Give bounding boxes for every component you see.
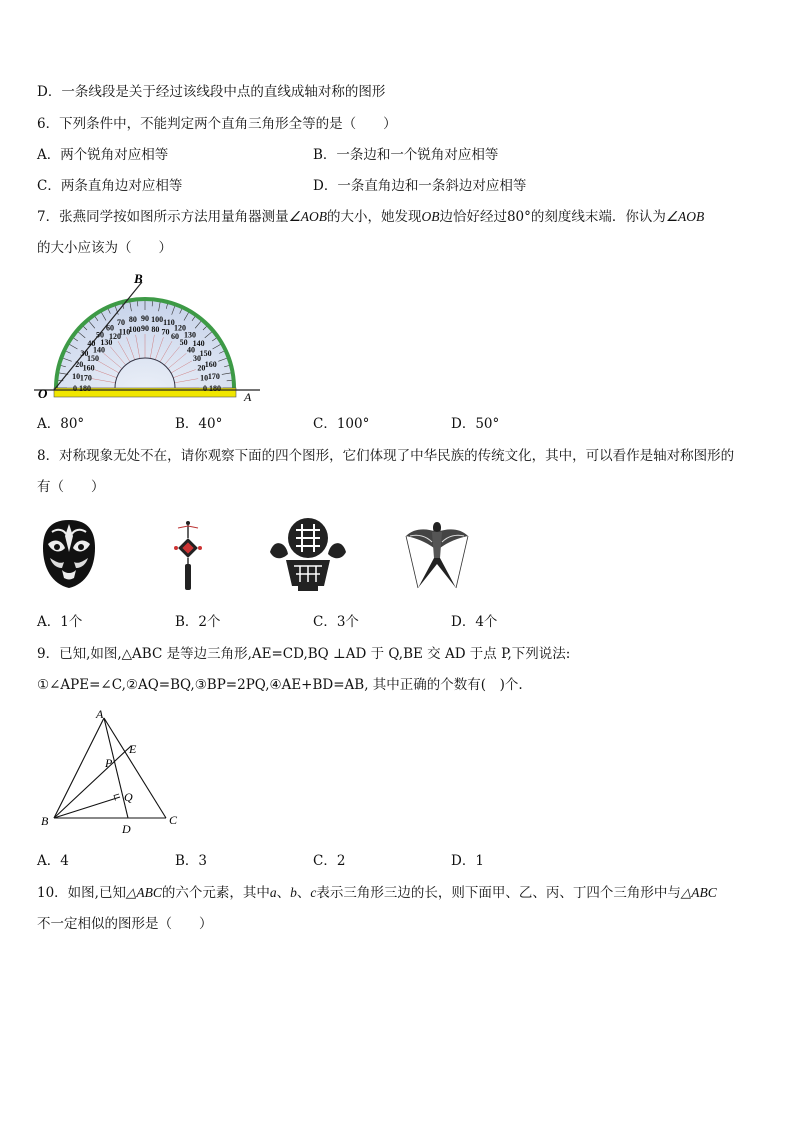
q6-stem: 6．下列条件中，不能判定两个直角三角形全等的是（ ） xyxy=(37,116,397,132)
q7-stem-c: 边恰好经过80°的刻度线末端．你认为 xyxy=(439,209,666,225)
q10-triangle-abc: △ABC xyxy=(125,885,162,900)
q10-stem-line2: 不一定相似的图形是（ ） xyxy=(37,916,213,932)
q10-var-b: b xyxy=(290,885,297,900)
protractor-outer-label: 60 xyxy=(106,323,114,333)
q10-stem-c: 表示三角形三边的长，则下面甲、乙、丙、丁四个三角形中与 xyxy=(316,885,681,901)
q9-option-a: A．4 xyxy=(37,853,69,869)
side-ac xyxy=(104,718,166,818)
side-ab xyxy=(54,718,104,818)
protractor-inner-label: 40 xyxy=(186,345,195,355)
protractor-outer-label: 120 xyxy=(174,323,186,333)
protractor-outer-label: 180 xyxy=(209,384,221,393)
q6-option-d: D．一条直角边和一条斜边对应相等 xyxy=(313,178,527,194)
q9-stem-line2: ①∠APE=∠C,②AQ=BQ,③BP=2PQ,④AE+BD=AB, 其中正确的个数有( )个. xyxy=(37,677,523,693)
protractor-inner-label: 80 xyxy=(151,324,160,334)
protractor-outer-label: 70 xyxy=(117,318,126,328)
label-o: O xyxy=(38,386,48,401)
q5-option-d: D．一条线段是关于经过该线段中点的直线成轴对称的图形 xyxy=(37,84,386,100)
q9-option-b: B．3 xyxy=(175,853,208,869)
q10-triangle-abc-2: △ABC xyxy=(680,885,717,900)
label-c: C xyxy=(169,813,178,827)
q7-angle-aob: ∠AOB xyxy=(288,209,327,224)
swallow-kite-image xyxy=(404,518,470,592)
protractor-inner-label: 90 xyxy=(141,324,149,333)
label-a: A xyxy=(96,707,104,721)
protractor-outer-label: 40 xyxy=(87,339,96,349)
q10-var-a: a xyxy=(269,885,277,900)
protractor-outer-label: 30 xyxy=(80,349,89,358)
protractor-outer-label: 90 xyxy=(141,314,149,323)
protractor-inner-label: 140 xyxy=(93,345,106,355)
q9-stem-line1: 9．已知,如图,△ABC 是等边三角形,AE=CD,BQ ⊥AD 于 Q,BE 交 AD 于点 P,下列说法: xyxy=(37,646,571,662)
protractor-outer-label: 150 xyxy=(199,349,212,358)
protractor-inner-label: 30 xyxy=(192,354,201,363)
protractor-figure xyxy=(34,270,270,406)
segment-bq xyxy=(54,797,120,818)
q8-option-d: D．4个 xyxy=(451,614,498,630)
q10-stem-line1 xyxy=(37,884,717,902)
chinese-knot-image xyxy=(170,518,206,592)
protractor-outer-label: 170 xyxy=(207,371,220,381)
protractor-inner-label: 100 xyxy=(128,324,141,334)
protractor-inner-label: 170 xyxy=(79,373,92,383)
protractor-outer-label: 10 xyxy=(72,371,81,381)
opera-mask-image xyxy=(42,518,96,590)
protractor-inner-label: 50 xyxy=(179,338,188,348)
protractor-outer-label: 130 xyxy=(183,330,196,340)
q8-stem-line2: 有（ ） xyxy=(37,479,105,495)
protractor-inner-label: 20 xyxy=(197,363,206,373)
protractor-outer-label: 0 xyxy=(73,384,77,393)
q9-option-d: D．1 xyxy=(451,853,484,869)
protractor-inner-label: 70 xyxy=(161,327,170,337)
q7-option-c: C．100° xyxy=(313,416,370,432)
paper-cut-image xyxy=(268,516,348,592)
label-q: Q xyxy=(124,790,133,804)
q10-sep-2: 、 xyxy=(296,885,311,901)
q7-stem-d: 的大小应该为（ ） xyxy=(37,240,172,256)
q8-option-a: A．1个 xyxy=(37,614,83,630)
q8-stem-line1: 8．对称现象无处不在，请你观察下面的四个图形，它们体现了中华民族的传统文化，其中，可以看作是轴对称图形的 xyxy=(37,448,735,464)
protractor-outer-label: 100 xyxy=(151,315,164,325)
q7-option-d: D．50° xyxy=(451,416,500,432)
protractor-inner-label: 120 xyxy=(109,332,121,342)
q10-stem-b: 的六个元素，其中 xyxy=(161,885,270,901)
triangle-abc-figure xyxy=(36,706,186,836)
q6-option-b: B．一条边和一个锐角对应相等 xyxy=(313,147,499,163)
protractor-outer-label: 50 xyxy=(96,330,105,340)
label-e: E xyxy=(129,742,137,756)
q8-option-c: C．3个 xyxy=(313,614,359,630)
protractor-outer-label: 140 xyxy=(192,339,205,349)
label-b: B xyxy=(134,271,143,286)
protractor-outer-label: 20 xyxy=(75,360,84,370)
protractor-inner-label: 180 xyxy=(79,384,91,393)
q7-stem-b: 的大小，她发现 xyxy=(326,209,422,225)
q6-option-c: C．两条直角边对应相等 xyxy=(37,178,183,194)
label-a: A xyxy=(244,390,252,404)
q6-option-a: A．两个锐角对应相等 xyxy=(37,147,169,163)
q7-option-b: B．40° xyxy=(175,416,223,432)
q7-option-a: A．80° xyxy=(37,416,85,432)
q8-option-b: B．2个 xyxy=(175,614,221,630)
protractor-inner-label: 110 xyxy=(118,327,131,337)
q10-sep-1: 、 xyxy=(276,885,291,901)
q10-var-c: c xyxy=(310,885,317,900)
q9-option-c: C．2 xyxy=(313,853,346,869)
protractor-inner-label: 150 xyxy=(87,354,100,363)
protractor-inner-label: 130 xyxy=(100,338,113,348)
q10-stem-a: 10．如图,已知 xyxy=(37,885,126,901)
protractor-inner-label: 160 xyxy=(82,363,95,373)
q7-stem-a: 7．张燕同学按如图所示方法用量角器测量 xyxy=(37,209,289,225)
q7-stem-line1 xyxy=(37,208,704,226)
q7-ob: OB xyxy=(421,209,440,224)
protractor-inner-label: 10 xyxy=(200,373,209,383)
q7-angle-aob-2: ∠AOB xyxy=(665,209,705,224)
protractor-outer-label: 110 xyxy=(163,318,175,328)
label-b: B xyxy=(41,814,49,828)
protractor-outer-label: 80 xyxy=(128,315,137,325)
protractor-inner-label: 0 xyxy=(203,384,207,393)
label-p: P xyxy=(105,756,113,770)
label-d: D xyxy=(122,822,131,836)
protractor-outer-label: 160 xyxy=(204,360,217,370)
protractor-inner-label: 60 xyxy=(171,332,179,342)
